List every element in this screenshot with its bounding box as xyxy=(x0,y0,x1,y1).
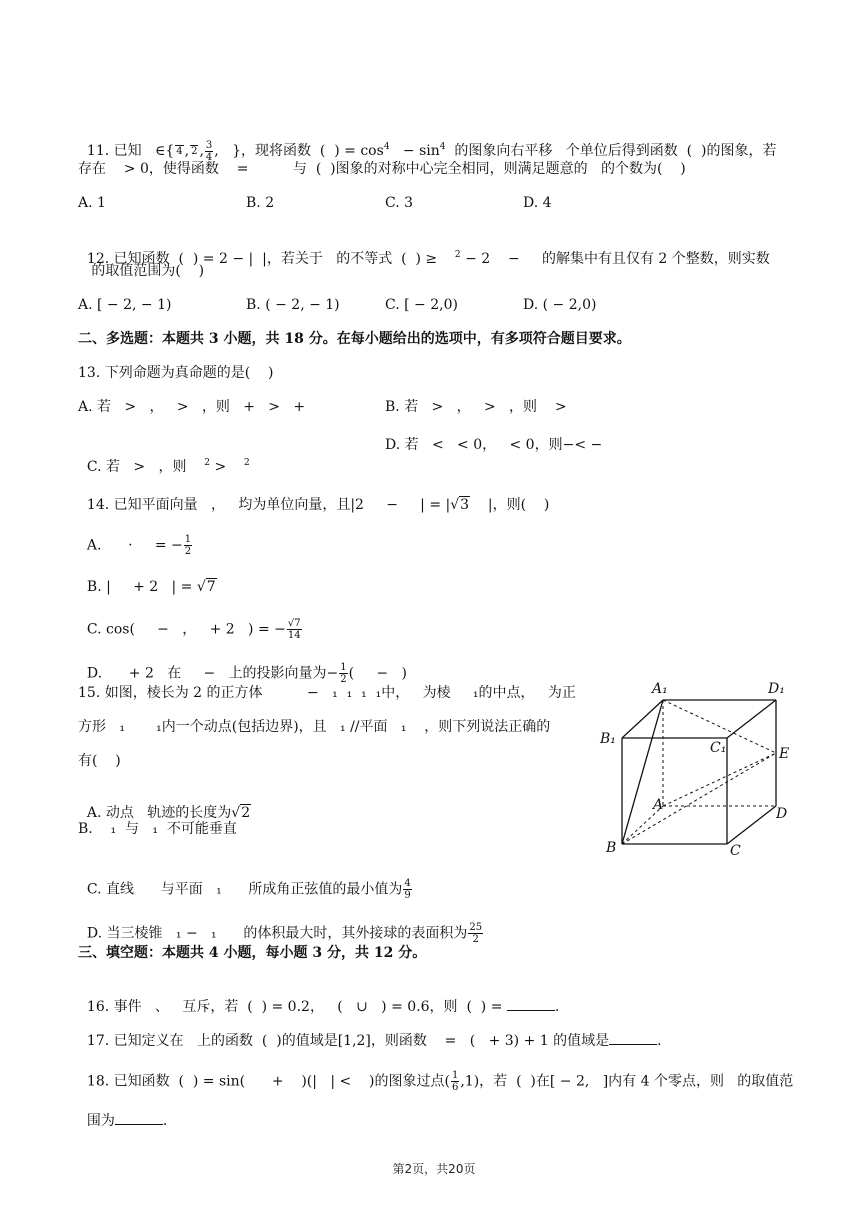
frac-num: 3 xyxy=(205,139,213,151)
q11-option-c: C. 3 xyxy=(385,195,414,211)
exponent: 4 xyxy=(383,142,390,152)
q11-text: 11. 已知 ∈{ xyxy=(86,143,175,159)
label-e: E xyxy=(779,746,790,762)
q14-a-text: A. · = − xyxy=(86,537,183,554)
q14-text: 14. 已知平面向量 ， 均为单位向量，且|2 − | = | xyxy=(86,497,451,513)
q14-d-frac xyxy=(339,662,347,685)
frac-den: 2 xyxy=(340,674,347,685)
frac-den: 14 xyxy=(287,630,301,641)
q14-b-text: B. | + 2 | = xyxy=(86,579,197,595)
q11-option-b: B. 2 xyxy=(246,195,275,211)
q11-text: , }，现将函数 ( ) = cos xyxy=(214,143,384,159)
frac-den: 2 xyxy=(184,546,192,557)
q14-c-frac xyxy=(287,618,302,641)
q14-stem: 14. 已知平面向量 ， 均为单位向量，且|2 − | = |√3 |，则( ) xyxy=(86,497,550,513)
q18-line2 xyxy=(78,1094,167,1130)
frac-num: 1 xyxy=(340,662,347,673)
label-a: A xyxy=(653,797,664,813)
answer-blank[interactable] xyxy=(609,1032,657,1045)
label-c1: C₁ xyxy=(710,740,727,756)
frac-num: 1 xyxy=(184,534,192,545)
label-c: C xyxy=(730,843,741,856)
frac-den: 4 xyxy=(205,151,213,163)
q18-text: ,1)，若 ( )在[ − 2, ]内有 4 个零点，则 的取值范 xyxy=(460,1073,794,1090)
sqrt-radicand: 2 xyxy=(241,805,251,821)
exponent: 2 xyxy=(454,250,461,260)
q17-text: . xyxy=(657,1033,662,1049)
q15-c-frac xyxy=(403,878,411,901)
q17-text: 17. 已知定义在 上的函数 ( )的值域是[1,2]，则函数 = ( + 3) + 1 的值域是 xyxy=(86,1033,610,1049)
q15-c-text: C. 直线 与平面 ₁ 所成角正弦值的最小值为 xyxy=(86,881,403,898)
q16-line xyxy=(78,980,559,1016)
q14-d-text: ( − ) xyxy=(348,665,407,682)
q12-option-d: D. ( − 2,0) xyxy=(523,297,597,313)
edge-b1a1 xyxy=(622,700,663,738)
q15-option-a: A. 动点 轨迹的长度为√2 xyxy=(86,805,251,821)
q11-option-d: D. 4 xyxy=(523,195,552,211)
q16-text: 16. 事件 、 互斥，若 ( ) = 0.2， ( ∪ ) = 0.6，则 ( ) = xyxy=(86,999,507,1015)
q13-option-c xyxy=(78,436,250,476)
q15-d-text: D. 当三棱锥 ₁ − ₁ 的体积最大时，其外接球的表面积为 xyxy=(86,925,468,942)
frac-den: 2 xyxy=(472,934,479,945)
q11-text: 的图象向右平移 个单位后得到函数 ( )的图象，若 xyxy=(445,143,777,159)
frac-den: 6 xyxy=(451,1082,459,1093)
q14-option-b: B. | + 2 | = √7 xyxy=(86,579,216,595)
section-multiple-choice-heading: 二、多选题：本题共 3 小题，共 18 分。在每小题给出的选项中，有多项符合题目要求。 xyxy=(78,331,631,347)
q14-option-c xyxy=(78,600,303,641)
q13-c-text: > xyxy=(210,459,244,475)
q14-a-frac xyxy=(184,534,192,557)
sqrt-radicand: 7 xyxy=(206,579,216,595)
exponent: 2 xyxy=(204,458,210,468)
q13-stem: 13. 下列命题为真命题的是( ) xyxy=(78,365,274,381)
q13-option-b: B. 若 > ， > ，则 > xyxy=(385,399,567,415)
section-fill-in-heading: 三、填空题：本题共 4 小题，每小题 3 分，共 12 分。 xyxy=(78,945,427,961)
exponent: 4 xyxy=(439,142,446,152)
q13-c-text: C. 若 > ，则 xyxy=(86,459,205,475)
q15-line1: 15. 如图，棱长为 2 的正方体 − ₁ ₁ ₁ ₁中， 为棱 ₁的中点， 为正 xyxy=(78,685,576,701)
q13-option-d: D. 若 < < 0， < 0，则−< − xyxy=(385,437,603,453)
frac-num: 1 xyxy=(451,1070,459,1081)
label-b: B xyxy=(606,840,617,856)
q12-option-b: B. ( − 2, − 1) xyxy=(246,297,340,313)
q11-line2: 存在 > 0，使得函数 = 与 ( )图象的对称中心完全相同，则满足题意的 的个数为( ) xyxy=(78,161,686,177)
q15-option-d xyxy=(78,904,484,945)
frac-num: 4 xyxy=(404,878,411,889)
q15-option-b: B. ₁ 与 ₁ 不可能垂直 xyxy=(78,821,237,837)
q12-text: − 2 − 的解集中有且仅有 2 个整数，则实数 xyxy=(460,251,770,267)
cube-figure xyxy=(596,676,796,856)
q18-text: 18. 已知函数 ( ) = sin( + )(| | < )的图象过点( xyxy=(86,1073,450,1090)
q18-text: 围为 xyxy=(86,1113,115,1129)
q14-d-text: D. + 2 在 − 上的投影向量为− xyxy=(86,665,339,682)
q11-line1: 11. 已知 ∈{ 4 , 2 , $\frac{3}{4}$ , }，现将函数 ( ) = $\cos^4 - \sin^4$ 的图象向右平移 个单位后得到函数 ( )的图象，若 xyxy=(86,139,777,163)
q15-a-text: A. 动点 轨迹的长度为 xyxy=(86,805,232,821)
q17-line xyxy=(78,1014,662,1050)
q15-line2: 方形 ₁ ₁内一个动点(包括边界)，且 ₁ //平面 ₁ ，则下列说法正确的 xyxy=(78,719,551,735)
label-d1: D₁ xyxy=(768,681,785,697)
q15-line3: 有( ) xyxy=(78,753,121,769)
q15-option-c xyxy=(78,860,413,901)
exponent: 2 xyxy=(243,458,250,468)
q18-text: . xyxy=(162,1113,168,1129)
frac-den: 2 xyxy=(191,146,198,157)
q12-option-c: C. [ − 2,0) xyxy=(385,297,458,313)
answer-blank[interactable] xyxy=(507,998,555,1011)
edge-cd xyxy=(727,806,776,844)
answer-blank[interactable] xyxy=(115,1112,163,1125)
q14-c-text: C. cos( − ， + 2 ) = − xyxy=(86,621,286,638)
q18-line1 xyxy=(78,1052,793,1093)
q12-line2: 的取值范围为( ) xyxy=(78,263,205,279)
q15-d-frac xyxy=(468,922,483,945)
q12-option-a: A. [ − 2, − 1) xyxy=(78,297,172,313)
label-a1: A₁ xyxy=(652,681,668,697)
frac-num: √7 xyxy=(287,618,301,629)
q14-text: |，则( ) xyxy=(470,497,550,513)
label-b1: B₁ xyxy=(600,731,616,747)
sqrt-radicand: 3 xyxy=(460,497,470,513)
edge-c1d1 xyxy=(727,700,776,738)
q18-frac xyxy=(451,1070,459,1093)
q14-option-d xyxy=(78,644,407,685)
q11-option-a: A. 1 xyxy=(78,195,106,211)
segment-ae xyxy=(663,753,776,806)
q11-frac1 xyxy=(175,145,183,157)
page-number: 第2页，共20页 xyxy=(392,1162,476,1176)
q14-option-a xyxy=(78,516,193,557)
segment-ba1 xyxy=(622,700,663,844)
frac-den: 4 xyxy=(176,146,183,157)
frac-num: 25 xyxy=(469,922,483,933)
q12-text: 12. 已知函数 ( ) = 2 − | |，若关于 的不等式 ( ) ≥ xyxy=(86,251,455,267)
q11-frac2 xyxy=(190,145,198,157)
q11-text: − sin xyxy=(389,143,440,159)
q16-text: . xyxy=(554,999,560,1015)
q13-option-a: A. 若 > ， > ，则 + > + xyxy=(78,399,306,415)
label-d: D xyxy=(776,806,788,822)
segment-be xyxy=(622,753,776,844)
frac-den: 9 xyxy=(404,890,411,901)
